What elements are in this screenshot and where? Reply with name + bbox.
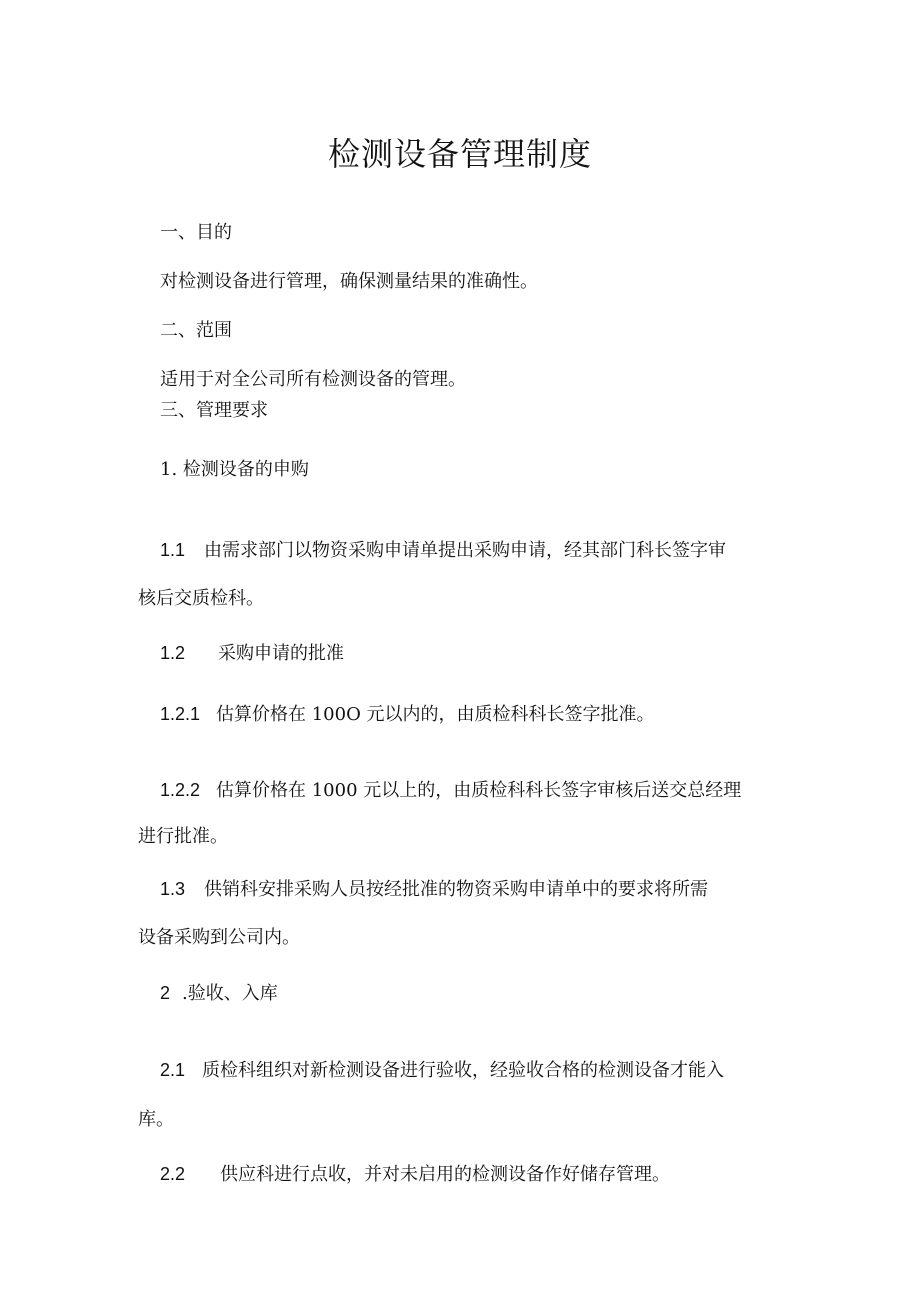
item-number: 1.2.1 [160, 704, 201, 724]
page-title: 检测设备管理制度 [327, 135, 592, 173]
item-1-3-continued: 设备采购到公司内。 [138, 927, 300, 948]
item-1-2-1 [160, 701, 655, 728]
item-number: 2.2 [160, 1164, 186, 1184]
paragraph-scope: 适用于对全公司所有检测设备的管理。 [160, 369, 466, 390]
item-number: 2 [160, 983, 171, 1003]
item-number: 1.3 [160, 879, 186, 899]
item-text: 估算价格在 1000 元以上的，由质检科科长签字审核后送交总经理 [216, 780, 742, 801]
item-number: 2.1 [160, 1060, 186, 1080]
item-2-2 [160, 1161, 670, 1188]
item-number: 1.2 [160, 643, 186, 663]
item-text: 由需求部门以物资采购申请单提出采购申请，经其部门科长签字审 [204, 540, 726, 561]
paragraph-purpose: 对检测设备进行管理，确保测量结果的准确性。 [160, 271, 538, 292]
item-1-2-2-continued: 进行批准。 [138, 826, 228, 847]
item-1-2-2 [160, 777, 741, 804]
section-heading-requirements: 三、管理要求 [160, 400, 268, 421]
item-text: .验收、入库 [182, 983, 278, 1004]
item-text: 估算价格在 100O 元以内的，由质检科科长签字批准。 [216, 704, 655, 725]
subsection-heading-purchase: 1. 检测设备的申购 [160, 459, 309, 480]
item-text: 供销科安排采购人员按经批准的物资采购申请单中的要求将所需 [204, 879, 708, 900]
item-1-2 [160, 640, 344, 667]
item-1-1 [160, 537, 726, 564]
item-2-1-continued: 库。 [138, 1109, 174, 1130]
section-heading-purpose: 一、目的 [160, 222, 232, 243]
item-text: 供应科进行点收，并对未启用的检测设备作好储存管理。 [220, 1164, 670, 1185]
item-text: 采购申请的批准 [218, 643, 344, 664]
section-heading-scope: 二、范围 [160, 320, 232, 341]
subsection-heading-acceptance [160, 980, 278, 1007]
item-1-3 [160, 876, 708, 903]
item-number: 1.1 [160, 540, 186, 560]
item-text: 质检科组织对新检测设备进行验收，经验收合格的检测设备才能入 [202, 1060, 724, 1081]
item-number: 1.2.2 [160, 780, 201, 800]
item-1-1-continued: 核后交质检科。 [138, 588, 264, 609]
item-2-1 [160, 1057, 724, 1084]
